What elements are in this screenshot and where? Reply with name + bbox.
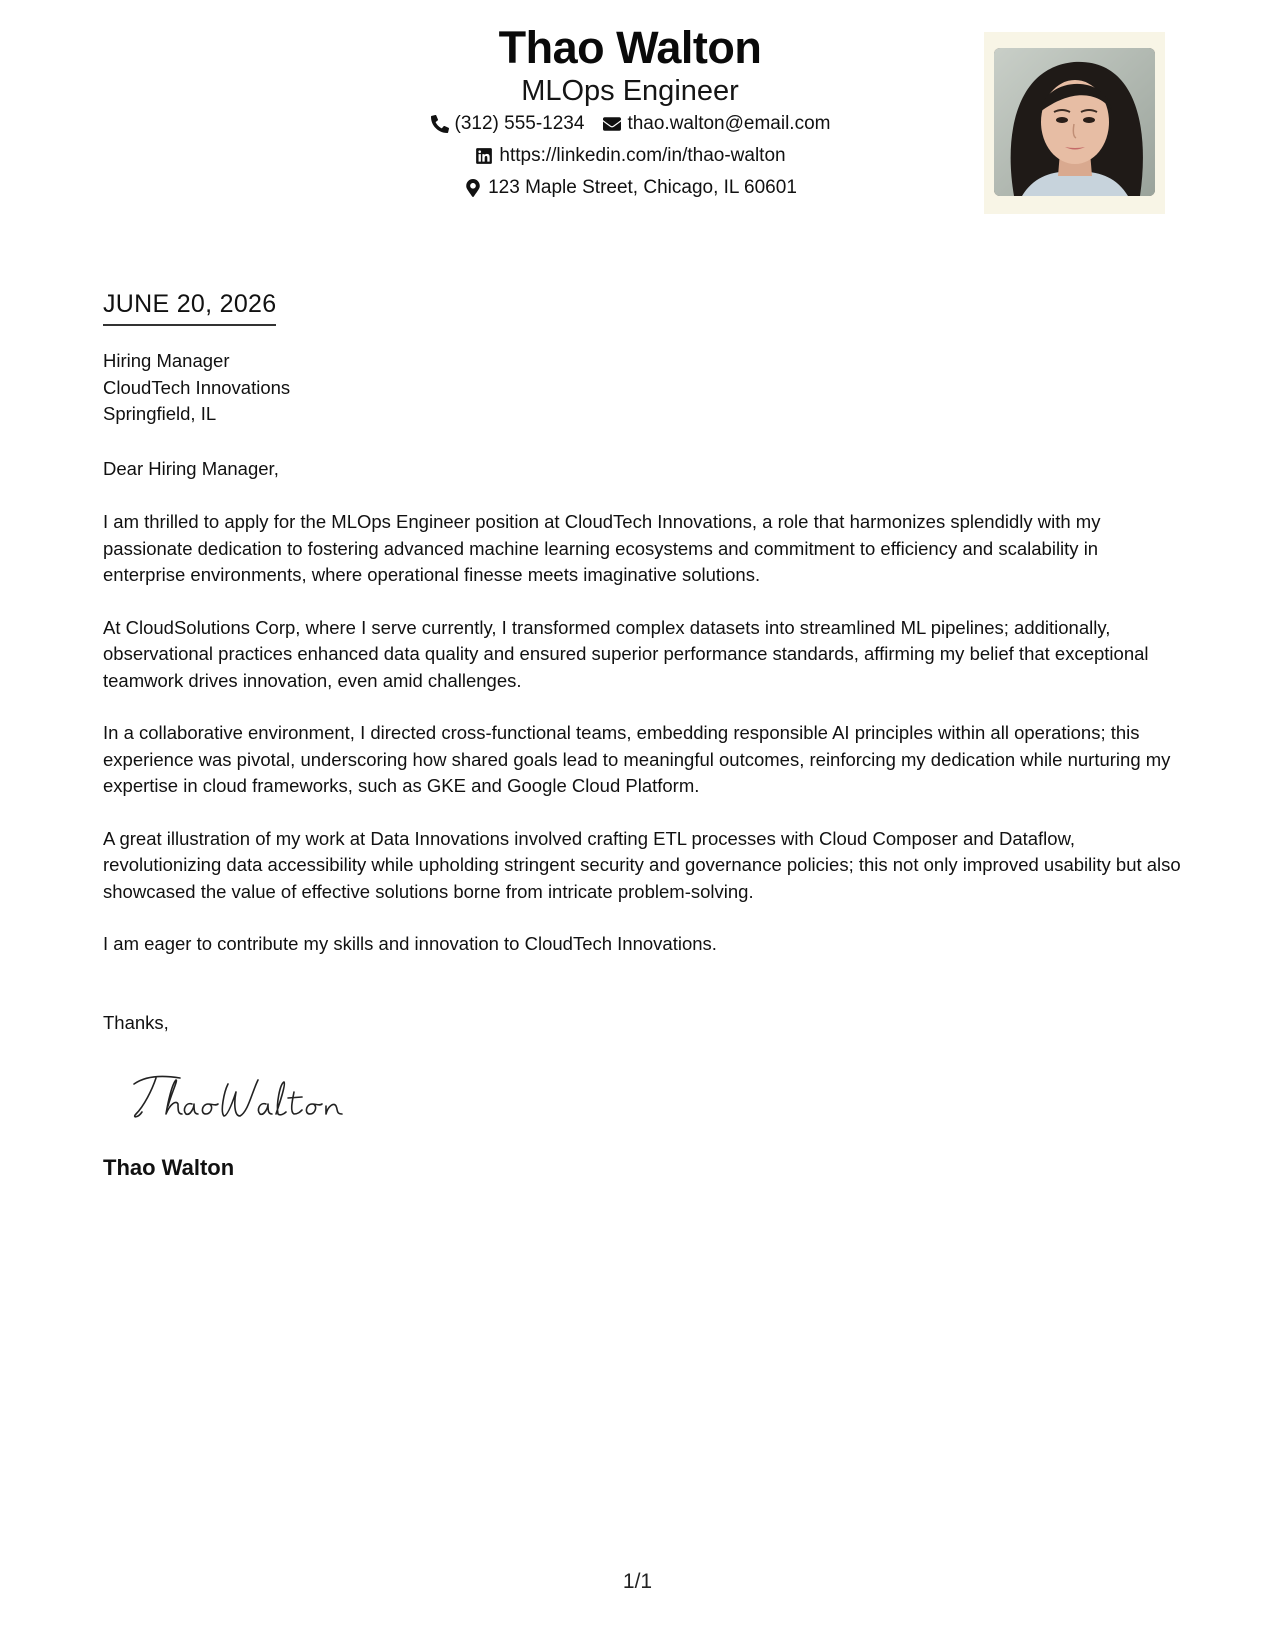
body-paragraph: A great illustration of my work at Data Innovations involved crafting ETL processes with Cloud Composer and Dataflow, revolutionizing data accessibility while upholding stringent security and governance policies; this not only improved usability but also showcased the value of effective solutions borne from intricate problem-solving. bbox=[103, 827, 1181, 902]
email-contact[interactable] bbox=[602, 108, 830, 140]
body-paragraph: I am thrilled to apply for the MLOps Engineer position at CloudTech Innovations, a role that harmonizes splendidly with my passionate dedication to fostering advanced machine learning ecosystems and commitment to efficiency and scalability in enterprise environments, where operational finesse meets imaginative solutions. bbox=[103, 511, 1101, 585]
profile-photo bbox=[994, 48, 1155, 196]
body-paragraph: In a collaborative environment, I directed cross-functional teams, embedding responsible AI principles within all operations; this experience was pivotal, underscoring how shared goals lead to meaningful outcomes, reinforcing my dedication while nurturing my expertise in cloud frameworks, such as GKE and Google Cloud Platform. bbox=[103, 722, 1171, 796]
address-contact bbox=[463, 172, 797, 204]
phone-contact bbox=[430, 108, 585, 140]
recipient-location: Springfield, IL bbox=[103, 403, 217, 424]
salutation: Dear Hiring Manager, bbox=[103, 458, 279, 479]
map-pin-icon bbox=[463, 178, 483, 198]
letter-body bbox=[103, 509, 1181, 984]
applicant-job-title: MLOps Engineer bbox=[521, 75, 739, 107]
page-number: 1/1 bbox=[622, 1570, 653, 1593]
phone-icon bbox=[430, 114, 450, 134]
handwritten-signature bbox=[128, 1062, 358, 1132]
envelope-icon bbox=[602, 114, 622, 134]
linkedin-contact[interactable] bbox=[474, 140, 785, 172]
phone-text: (312) 555-1234 bbox=[454, 113, 585, 134]
linkedin-text[interactable]: https://linkedin.com/in/thao-walton bbox=[499, 145, 786, 166]
body-paragraph: I am eager to contribute my skills and innovation to CloudTech Innovations. bbox=[103, 933, 717, 954]
contact-row-2 bbox=[300, 140, 960, 172]
body-paragraph: At CloudSolutions Corp, where I serve currently, I transformed complex datasets into streamlined ML pipelines; additionally, observational practices enhanced data quality and ensured superior performance standards, affirming my belief that exceptional teamwork drives innovation, even amid challenges. bbox=[103, 616, 1149, 691]
signer-name: Thao Walton bbox=[103, 1155, 235, 1180]
recipient-block bbox=[103, 348, 290, 428]
profile-photo-frame bbox=[984, 32, 1165, 214]
recipient-title: Hiring Manager bbox=[103, 350, 230, 371]
applicant-name: Thao Walton bbox=[498, 22, 762, 73]
contact-row-1 bbox=[300, 108, 960, 140]
closing: Thanks, bbox=[103, 1012, 169, 1033]
email-text[interactable]: thao.walton@email.com bbox=[627, 113, 831, 134]
letter-header bbox=[300, 22, 960, 204]
contact-row-3 bbox=[300, 172, 960, 204]
linkedin-icon bbox=[474, 146, 494, 166]
letter-date: JUNE 20, 2026 bbox=[103, 288, 276, 326]
address-text: 123 Maple Street, Chicago, IL 60601 bbox=[488, 177, 797, 198]
recipient-company: CloudTech Innovations bbox=[103, 376, 291, 398]
